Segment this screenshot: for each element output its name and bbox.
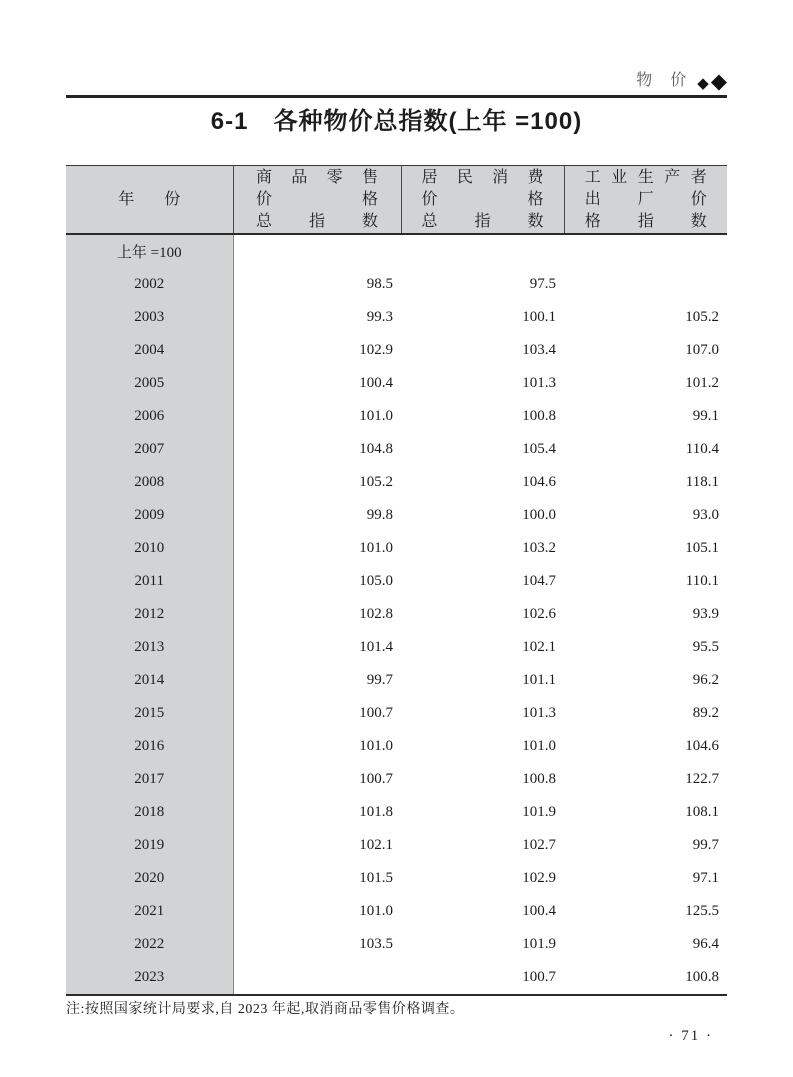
value-cell: 105.2	[359, 474, 393, 490]
year-cell: 2020	[66, 862, 233, 895]
value-cell	[564, 268, 727, 301]
value-cell: 105.4	[522, 441, 556, 457]
value-cell: 101.2	[685, 375, 719, 391]
value-cell	[233, 961, 401, 995]
value-cell: 101.4	[359, 639, 393, 655]
value-cell: 110.1	[685, 573, 719, 589]
year-cell: 2005	[66, 367, 233, 400]
header-rule	[66, 95, 727, 98]
table-row	[66, 829, 727, 862]
table-row	[66, 763, 727, 796]
table-row	[66, 268, 727, 301]
value-cell: 97.5	[529, 276, 556, 292]
value-cell: 93.9	[692, 606, 719, 622]
year-cell: 2009	[66, 499, 233, 532]
column-header-1	[233, 166, 401, 235]
value-cell: 105.0	[359, 573, 393, 589]
diamond-icon-large: ◆	[710, 69, 727, 93]
column-header-line: 出厂价	[584, 190, 707, 208]
year-cell: 2007	[66, 433, 233, 466]
value-cell: 118.1	[685, 474, 719, 490]
value-cell: 107.0	[685, 342, 719, 358]
year-cell: 2003	[66, 301, 233, 334]
year-cell: 2023	[66, 961, 233, 995]
year-cell: 2021	[66, 895, 233, 928]
year-cell: 2018	[66, 796, 233, 829]
value-cell: 122.7	[685, 771, 719, 787]
value-cell: 100.1	[522, 309, 556, 325]
value-cell: 101.9	[522, 804, 556, 820]
value-cell: 102.1	[522, 639, 556, 655]
value-cell: 101.8	[359, 804, 393, 820]
table-row	[66, 433, 727, 466]
value-cell: 104.6	[522, 474, 556, 490]
value-cell: 104.8	[359, 441, 393, 457]
value-cell: 102.1	[359, 837, 393, 853]
column-header-line: 工业生产者	[584, 168, 707, 186]
value-cell: 104.7	[522, 573, 556, 589]
chapter-label: 物 价	[636, 72, 688, 89]
page-header	[66, 58, 727, 92]
value-cell: 99.3	[366, 309, 393, 325]
year-cell: 2010	[66, 532, 233, 565]
table-row	[66, 895, 727, 928]
value-cell	[233, 234, 401, 268]
column-header-0	[66, 166, 233, 235]
table-row	[66, 730, 727, 763]
value-cell: 96.2	[692, 672, 719, 688]
value-cell: 101.0	[522, 738, 556, 754]
column-header-line: 居民消费	[421, 168, 544, 186]
value-cell: 96.4	[692, 936, 719, 952]
value-cell: 100.8	[522, 771, 556, 787]
value-cell: 97.1	[692, 870, 719, 886]
table-row	[66, 532, 727, 565]
table-row	[66, 928, 727, 961]
value-cell: 102.9	[359, 342, 393, 358]
table-row	[66, 631, 727, 664]
year-cell: 2011	[66, 565, 233, 598]
value-cell: 108.1	[685, 804, 719, 820]
value-cell: 103.4	[522, 342, 556, 358]
value-cell: 100.7	[359, 771, 393, 787]
column-header-line: 商品零售	[256, 168, 378, 186]
value-cell: 103.2	[522, 540, 556, 556]
column-header-line: 总指数	[256, 212, 378, 230]
year-cell: 2013	[66, 631, 233, 664]
column-header-line: 总指数	[421, 212, 544, 230]
year-cell: 2017	[66, 763, 233, 796]
year-cell: 2006	[66, 400, 233, 433]
value-cell: 100.7	[522, 969, 556, 985]
value-cell: 101.1	[522, 672, 556, 688]
price-index-table	[66, 165, 727, 996]
value-cell: 89.2	[692, 705, 719, 721]
year-cell: 上年 =100	[66, 234, 233, 268]
table-row	[66, 234, 727, 268]
value-cell: 99.1	[692, 408, 719, 424]
table-row	[66, 565, 727, 598]
year-cell: 2012	[66, 598, 233, 631]
value-cell: 105.2	[685, 309, 719, 325]
table-row	[66, 367, 727, 400]
value-cell: 101.5	[359, 870, 393, 886]
value-cell: 100.4	[522, 903, 556, 919]
table-row	[66, 862, 727, 895]
value-cell: 101.0	[359, 903, 393, 919]
column-header-2	[401, 166, 564, 235]
year-cell: 2016	[66, 730, 233, 763]
value-cell: 100.7	[359, 705, 393, 721]
table-row	[66, 961, 727, 995]
diamond-icon-small: ◆	[697, 76, 709, 92]
value-cell: 100.4	[359, 375, 393, 391]
value-cell: 95.5	[692, 639, 719, 655]
value-cell: 101.0	[359, 408, 393, 424]
value-cell: 99.7	[366, 672, 393, 688]
value-cell: 102.9	[522, 870, 556, 886]
value-cell: 104.6	[685, 738, 719, 754]
year-cell: 2022	[66, 928, 233, 961]
table-row	[66, 301, 727, 334]
value-cell: 110.4	[685, 441, 719, 457]
table-row	[66, 697, 727, 730]
column-header-line: 价格	[421, 190, 544, 208]
value-cell: 101.0	[359, 540, 393, 556]
value-cell	[401, 234, 564, 268]
table-row	[66, 499, 727, 532]
table-row	[66, 466, 727, 499]
column-header-line: 价格	[256, 190, 378, 208]
value-cell: 105.1	[685, 540, 719, 556]
year-cell: 2004	[66, 334, 233, 367]
value-cell: 100.8	[685, 969, 719, 985]
value-cell: 102.6	[522, 606, 556, 622]
value-cell: 99.7	[692, 837, 719, 853]
value-cell: 93.0	[692, 507, 719, 523]
column-header-line: 年份	[118, 190, 181, 208]
value-cell: 102.8	[359, 606, 393, 622]
table-header-row	[66, 166, 727, 235]
column-header-3	[564, 166, 727, 235]
value-cell: 125.5	[685, 903, 719, 919]
value-cell: 101.3	[522, 705, 556, 721]
page-title: 6-1 各种物价总指数(上年 =100)	[210, 108, 583, 135]
value-cell: 101.3	[522, 375, 556, 391]
value-cell: 101.0	[359, 738, 393, 754]
value-cell: 100.8	[522, 408, 556, 424]
column-header-line: 格指数	[584, 212, 707, 230]
year-cell: 2015	[66, 697, 233, 730]
value-cell: 102.7	[522, 837, 556, 853]
table-row	[66, 334, 727, 367]
value-cell: 99.8	[366, 507, 393, 523]
value-cell	[564, 234, 727, 268]
value-cell: 101.9	[522, 936, 556, 952]
year-cell: 2002	[66, 268, 233, 301]
table-row	[66, 664, 727, 697]
value-cell: 103.5	[359, 936, 393, 952]
year-cell: 2014	[66, 664, 233, 697]
year-cell: 2019	[66, 829, 233, 862]
table-row	[66, 400, 727, 433]
value-cell: 98.5	[366, 276, 393, 292]
value-cell: 100.0	[522, 507, 556, 523]
year-cell: 2008	[66, 466, 233, 499]
table-note: 注:按照国家统计局要求,自 2023 年起,取消商品零售价格调查。	[66, 1002, 465, 1017]
table-row	[66, 598, 727, 631]
table-row	[66, 796, 727, 829]
page-number: · 71 ·	[668, 1028, 713, 1044]
